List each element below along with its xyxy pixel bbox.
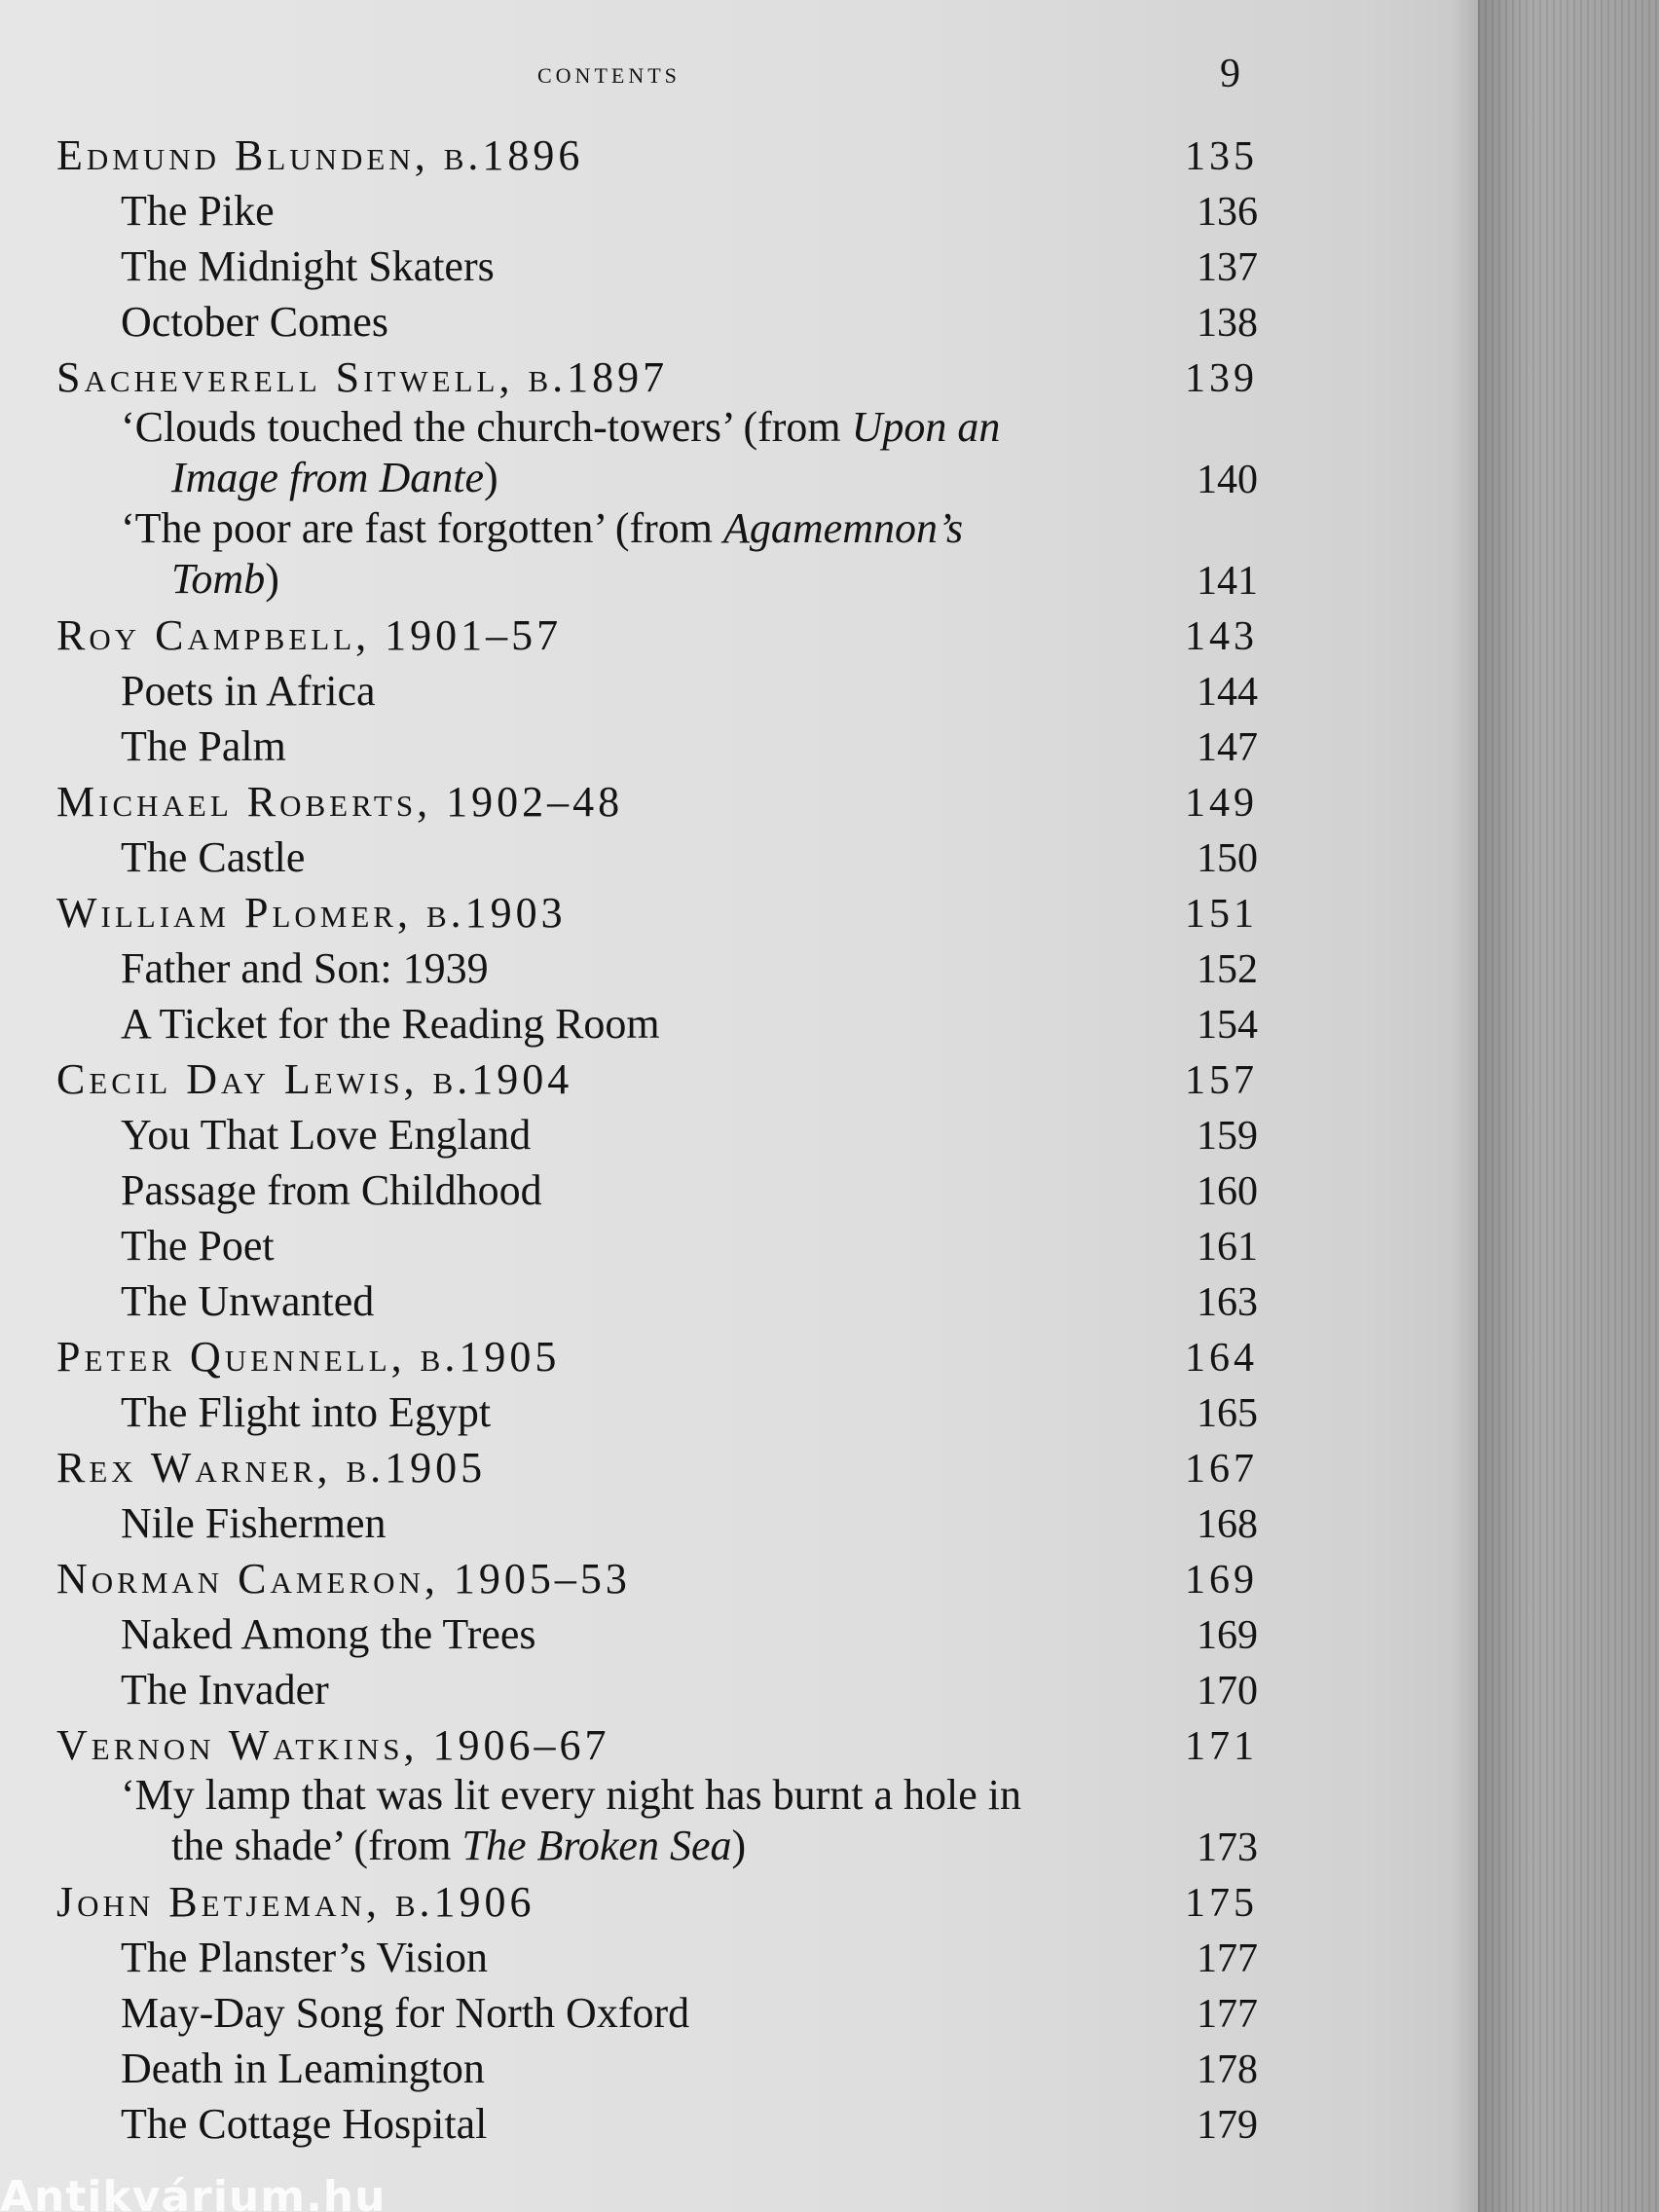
toc-author-name: Edmund Blunden, b.1896 (56, 131, 584, 179)
toc-poem-entry (51, 993, 1258, 1049)
running-head: contents (537, 55, 681, 90)
toc-page-number: 164 (1185, 1336, 1258, 1381)
toc-author-name: John Betjeman, b.1906 (56, 1878, 535, 1926)
toc-author-entry (51, 1326, 1258, 1382)
toc-author-name: Roy Campbell, 1901–57 (56, 611, 563, 659)
toc-poem-entry (51, 660, 1258, 716)
toc-title-line2: Tomb) (171, 555, 279, 603)
toc-page-number: 135 (1185, 134, 1258, 179)
toc-page-number: 168 (1197, 1502, 1258, 1547)
toc-title-line1: ‘Clouds touched the church-towers’ (from Upon an (121, 403, 1001, 451)
toc-poem-title: Father and Son: 1939 (121, 944, 489, 992)
toc-page-number: 150 (1197, 836, 1258, 881)
toc-poem-title: Death in Leamington (121, 2045, 485, 2092)
toc-author-entry (51, 1714, 1258, 1770)
toc-poem-entry (51, 827, 1258, 882)
toc-poem-entry (51, 180, 1258, 236)
toc-poem-title: Nile Fishermen (121, 1499, 387, 1547)
toc-page-number: 163 (1197, 1280, 1258, 1325)
toc-poem-entry (51, 1271, 1258, 1326)
toc-poem-title: The Flight into Egypt (121, 1388, 492, 1436)
toc-page-number: 159 (1197, 1114, 1258, 1159)
toc-page-number: 143 (1185, 614, 1258, 659)
toc-page-number: 138 (1197, 301, 1258, 346)
toc-source-title: Agamemnon’s (723, 504, 964, 552)
toc-page-number: 136 (1197, 190, 1258, 235)
toc-author-entry (51, 1049, 1258, 1104)
toc-poem-title: The Cottage Hospital (121, 2100, 488, 2148)
toc-page-number: 173 (1197, 1825, 1258, 1870)
toc-source-title: The Broken Sea (461, 1822, 732, 1869)
toc-page-number: 147 (1197, 725, 1258, 770)
toc-author-entry (51, 605, 1258, 660)
toc-page-number: 157 (1185, 1058, 1258, 1103)
toc-page-number: 167 (1185, 1447, 1258, 1492)
toc-poem-entry-long (51, 503, 1258, 605)
toc-poem-entry (51, 1659, 1258, 1714)
toc-poem-entry (51, 1604, 1258, 1659)
toc-poem-title: The Poet (121, 1222, 275, 1270)
toc-poem-entry (51, 938, 1258, 993)
toc-poem-title: Naked Among the Trees (121, 1610, 536, 1658)
toc-poem-entry (51, 2038, 1258, 2093)
toc-title-line1: ‘The poor are fast forgotten’ (from Agamemnon’s (121, 504, 964, 552)
toc-poem-title: The Castle (121, 833, 306, 881)
toc-page-number: 144 (1197, 670, 1258, 715)
toc-page-number: 141 (1197, 559, 1258, 604)
toc-page-number: 178 (1197, 2047, 1258, 2092)
adjacent-page-edge (1478, 0, 1659, 2212)
table-of-contents (51, 125, 1258, 2149)
toc-poem-title: The Pike (121, 187, 275, 235)
toc-page-number: 179 (1197, 2103, 1258, 2148)
toc-page-number: 165 (1197, 1391, 1258, 1436)
toc-page-number: 140 (1197, 458, 1258, 502)
toc-page-number: 175 (1185, 1881, 1258, 1926)
toc-poem-entry (51, 2093, 1258, 2149)
toc-poem-title: October Comes (121, 298, 388, 346)
toc-title-line1: ‘My lamp that was lit every night has burnt a hole in (121, 1771, 1022, 1819)
toc-poem-entry (51, 1493, 1258, 1548)
toc-poem-title: Poets in Africa (121, 667, 376, 715)
toc-author-name: Michael Roberts, 1902–48 (56, 778, 624, 826)
toc-poem-title: The Unwanted (121, 1277, 375, 1325)
toc-page-number: 160 (1197, 1169, 1258, 1214)
toc-poem-title (121, 1770, 1170, 1871)
toc-page-number: 169 (1185, 1558, 1258, 1603)
toc-page-number: 139 (1185, 356, 1258, 401)
toc-source-title: Image from Dante (171, 454, 484, 501)
toc-page-number: 149 (1185, 781, 1258, 826)
toc-poem-entry (51, 291, 1258, 347)
toc-poem-title: The Planster’s Vision (121, 1934, 489, 1981)
toc-poem-entry (51, 716, 1258, 771)
toc-author-name: Peter Quennell, b.1905 (56, 1333, 561, 1381)
toc-author-entry (51, 771, 1258, 827)
toc-author-name: William Plomer, b.1903 (56, 889, 567, 937)
page-header (0, 52, 1478, 105)
toc-poem-title (121, 402, 1170, 503)
toc-poem-title: The Palm (121, 722, 286, 770)
toc-title-line2: the shade’ (from The Broken Sea) (171, 1822, 747, 1869)
toc-poem-title: May-Day Song for North Oxford (121, 1989, 690, 2037)
toc-poem-entry (51, 1927, 1258, 1982)
toc-poem-title: A Ticket for the Reading Room (121, 1000, 660, 1048)
toc-author-name: Rex Warner, b.1905 (56, 1444, 487, 1492)
watermark: Antikvárium.hu (0, 2172, 387, 2212)
toc-author-entry (51, 347, 1258, 402)
toc-poem-title: The Midnight Skaters (121, 242, 495, 290)
toc-page-number: 151 (1185, 892, 1258, 937)
toc-author-name: Sacheverell Sitwell, b.1897 (56, 353, 669, 401)
toc-page-number: 177 (1197, 1936, 1258, 1981)
toc-poem-entry (51, 1104, 1258, 1160)
toc-poem-entry (51, 236, 1258, 291)
toc-page-number: 171 (1185, 1724, 1258, 1769)
toc-page-number: 177 (1197, 1992, 1258, 2037)
toc-author-entry (51, 125, 1258, 180)
toc-poem-title (121, 503, 1170, 605)
page-number: 9 (1220, 52, 1240, 96)
toc-poem-entry-long (51, 402, 1258, 503)
toc-poem-entry (51, 1982, 1258, 2038)
toc-author-entry (51, 1548, 1258, 1604)
toc-page-number: 170 (1197, 1669, 1258, 1714)
toc-page-number: 161 (1197, 1225, 1258, 1270)
toc-poem-title: You That Love England (121, 1111, 532, 1159)
toc-poem-entry (51, 1215, 1258, 1271)
toc-author-entry (51, 882, 1258, 938)
toc-poem-entry-long (51, 1770, 1258, 1871)
toc-author-name: Cecil Day Lewis, b.1904 (56, 1055, 573, 1103)
toc-author-entry (51, 1871, 1258, 1927)
toc-page-number: 154 (1197, 1003, 1258, 1048)
toc-author-name: Norman Cameron, 1905–53 (56, 1555, 631, 1603)
toc-poem-entry (51, 1160, 1258, 1215)
toc-page-number: 169 (1197, 1613, 1258, 1658)
toc-source-title: Upon an (851, 403, 1001, 451)
toc-poem-title: The Invader (121, 1666, 329, 1714)
toc-author-name: Vernon Watkins, 1906–67 (56, 1721, 610, 1769)
toc-page-number: 137 (1197, 245, 1258, 290)
toc-title-line2: Image from Dante) (171, 454, 498, 501)
toc-poem-entry (51, 1382, 1258, 1437)
toc-source-title: Tomb (171, 555, 266, 603)
toc-poem-title: Passage from Childhood (121, 1166, 542, 1214)
toc-author-entry (51, 1437, 1258, 1493)
toc-page-number: 152 (1197, 947, 1258, 992)
